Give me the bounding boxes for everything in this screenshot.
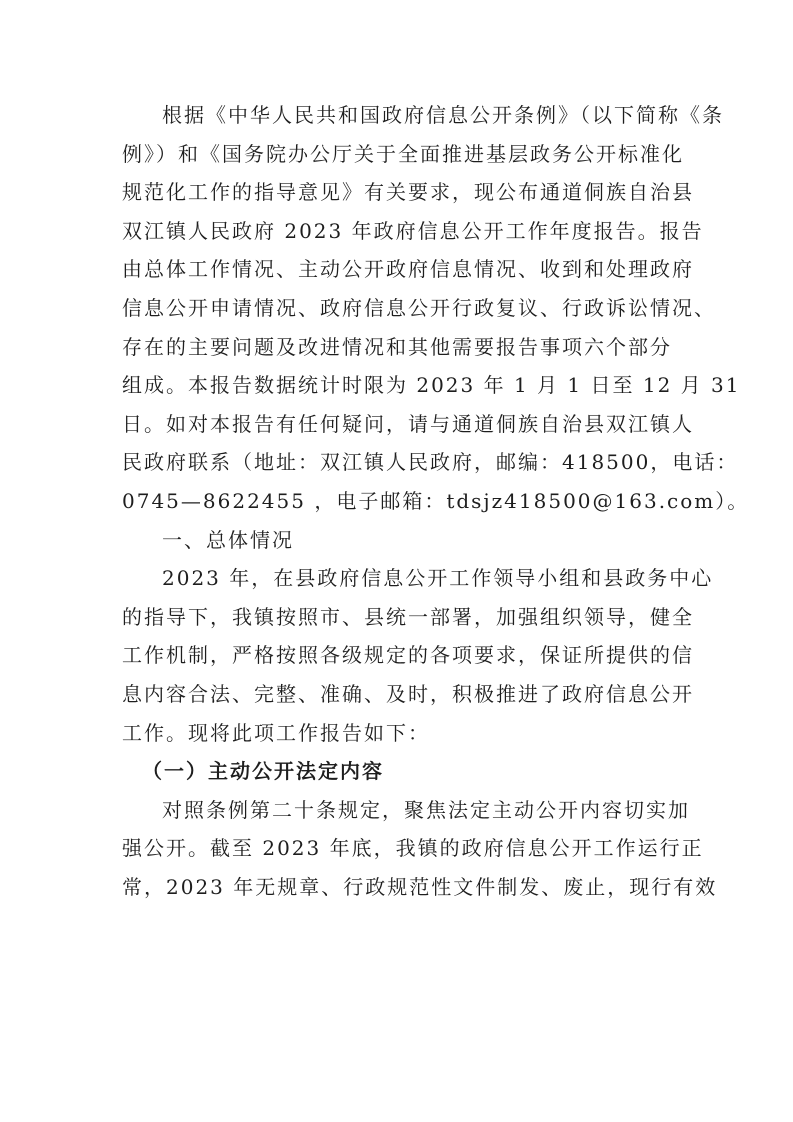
subsection-paragraph [122,791,718,907]
paragraph-line: 例》）和《国务院办公厅关于全面推进基层政务公开标准化 [122,141,684,166]
paragraph-line: 的指导下，我镇按照市、县统一部署，加强组织领导，健全 [122,604,694,629]
intro-paragraph [122,96,750,521]
paragraph-line: 工作。现将此项工作报告如下： [122,720,430,745]
document-body [122,96,750,906]
paragraph-line: 息内容合法、完整、准确、及时，积极推进了政府信息公开 [122,681,694,706]
paragraph-line: 工作机制，严格按照各级规定的各项要求，保证所提供的信 [122,643,694,668]
paragraph-line: 强公开。截至 2023 年底，我镇的政府信息公开工作运行正 [122,836,704,861]
paragraph-line: 由总体工作情况、主动公开政府信息情况、收到和处理政府 [122,257,694,282]
paragraph-line: 信息公开申请情况、政府信息公开行政复议、行政诉讼情况、 [122,295,716,320]
paragraph-line: 根据《中华人民共和国政府信息公开条例》（以下简称《条 [162,103,724,127]
paragraph-line: 2023 年，在县政府信息公开工作领导小组和县政务中心 [162,566,714,591]
paragraph-line: 常，2023 年无规章、行政规范性文件制发、废止，现行有效 [122,874,718,899]
paragraph-line: 对照条例第二十条规定，聚焦法定主动公开内容切实加 [162,797,690,822]
subsection-heading: （一）主动公开法定内容 [142,759,384,784]
section-paragraph [122,559,714,752]
paragraph-line: 规范化工作的指导意见》有关要求，现公布通道侗族自治县 [122,180,694,205]
section-heading: 一、总体情况 [162,527,294,552]
paragraph-line: 民政府联系（地址：双江镇人民政府，邮编：418500，电话： [122,450,739,475]
paragraph-line: 组成。本报告数据统计时限为 2023 年 1 月 1 日至 12 月 31 [122,373,741,398]
paragraph-line: 0745—8622455 ，电子邮箱：tdsjz418500@163.com）。 [122,488,750,513]
paragraph-line: 日。如对本报告有任何疑问，请与通道侗族自治县双江镇人 [122,411,694,436]
paragraph-line: 双江镇人民政府 2023 年政府信息公开工作年度报告。报告 [122,218,704,243]
paragraph-line: 存在的主要问题及改进情况和其他需要报告事项六个部分 [122,334,672,359]
